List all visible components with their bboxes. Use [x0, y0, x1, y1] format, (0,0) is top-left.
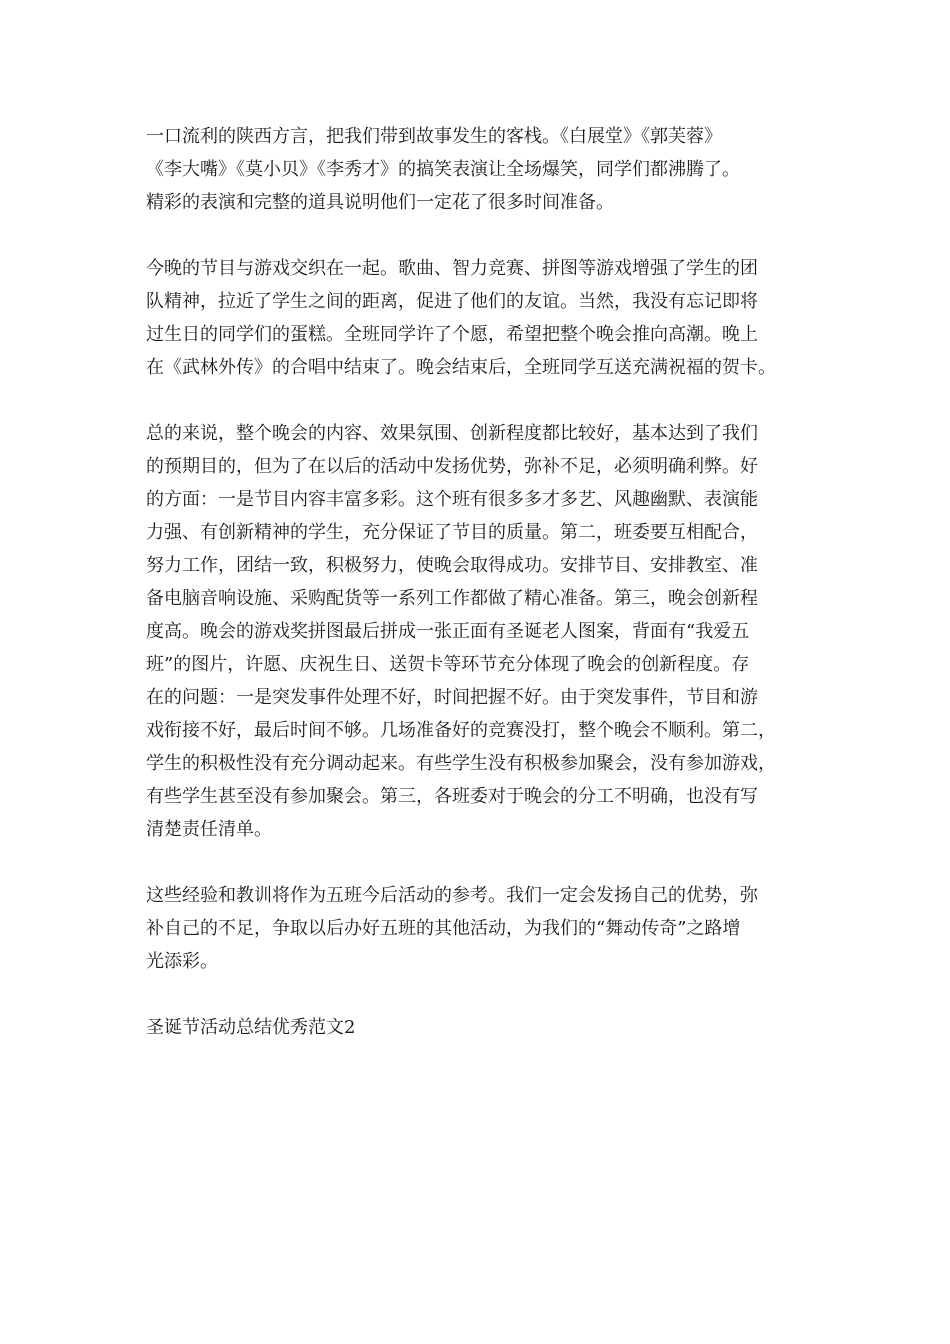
text-line: 戏衔接不好，最后时间不够。几场准备好的竞赛没打，整个晚会不顺利。第二， — [146, 720, 776, 741]
text-line: 有些学生甚至没有参加聚会。第三，各班委对于晚会的分工不明确，也没有写 — [146, 786, 758, 807]
text-line: 在的问题：一是突发事件处理不好，时间把握不好。由于突发事件，节目和游 — [146, 687, 758, 708]
paragraph-2 — [146, 252, 816, 384]
text-line: 清楚责任清单。 — [146, 819, 272, 840]
paragraph-3 — [146, 417, 816, 846]
text-line: 《李大嘴》《莫小贝》《李秀才》的搞笑表演让全场爆笑，同学们都沸腾了。 — [146, 159, 740, 180]
text-line: 光添彩。 — [146, 951, 218, 972]
text-line: 班”的图片，许愿、庆祝生日、送贺卡等环节充分体现了晚会的创新程度。存 — [146, 654, 750, 675]
text-line: 的预期目的，但为了在以后的活动中发扬优势，弥补不足，必须明确利弊。好 — [146, 456, 758, 477]
text-line: 的方面：一是节目内容丰富多彩。这个班有很多多才多艺、风趣幽默、表演能 — [146, 489, 758, 510]
document-body — [146, 120, 816, 1077]
paragraph-1 — [146, 120, 816, 219]
text-line: 这些经验和教训将作为五班今后活动的参考。我们一定会发扬自己的优势，弥 — [146, 885, 758, 906]
text-line: 力强、有创新精神的学生，充分保证了节目的质量。第二，班委要互相配合， — [146, 522, 758, 543]
text-line: 补自己的不足，争取以后办好五班的其他活动，为我们的“舞动传奇”之路增 — [146, 918, 741, 939]
text-line: 备电脑音响设施、采购配货等一系列工作都做了精心准备。第三，晚会创新程 — [146, 588, 758, 609]
text-line: 努力工作，团结一致，积极努力，使晚会取得成功。安排节目、安排教室、准 — [146, 555, 758, 576]
text-line: 精彩的表演和完整的道具说明他们一定花了很多时间准备。 — [146, 192, 614, 213]
text-line: 度高。晚会的游戏奖拼图最后拼成一张正面有圣诞老人图案，背面有“我爱五 — [146, 621, 750, 642]
text-line: 今晚的节目与游戏交织在一起。歌曲、智力竞赛、拼图等游戏增强了学生的团 — [146, 258, 758, 279]
text-line: 一口流利的陕西方言，把我们带到故事发生的客栈。《白展堂》《郭芙蓉》 — [146, 126, 722, 147]
text-line: 在《武林外传》的合唱中结束了。晚会结束后，全班同学互送充满祝福的贺卡。 — [146, 357, 776, 378]
text-line: 总的来说，整个晚会的内容、效果氛围、创新程度都比较好，基本达到了我们 — [146, 423, 758, 444]
text-line: 队精神，拉近了学生之间的距离，促进了他们的友谊。当然，我没有忘记即将 — [146, 291, 758, 312]
text-line: 过生日的同学们的蛋糕。全班同学许了个愿，希望把整个晚会推向高潮。晚上 — [146, 324, 758, 345]
paragraph-4 — [146, 879, 816, 978]
text-line: 学生的积极性没有充分调动起来。有些学生没有积极参加聚会，没有参加游戏， — [146, 753, 776, 774]
heading-text: 圣诞节活动总结优秀范文2 — [146, 1017, 356, 1038]
section-heading — [146, 1011, 816, 1044]
